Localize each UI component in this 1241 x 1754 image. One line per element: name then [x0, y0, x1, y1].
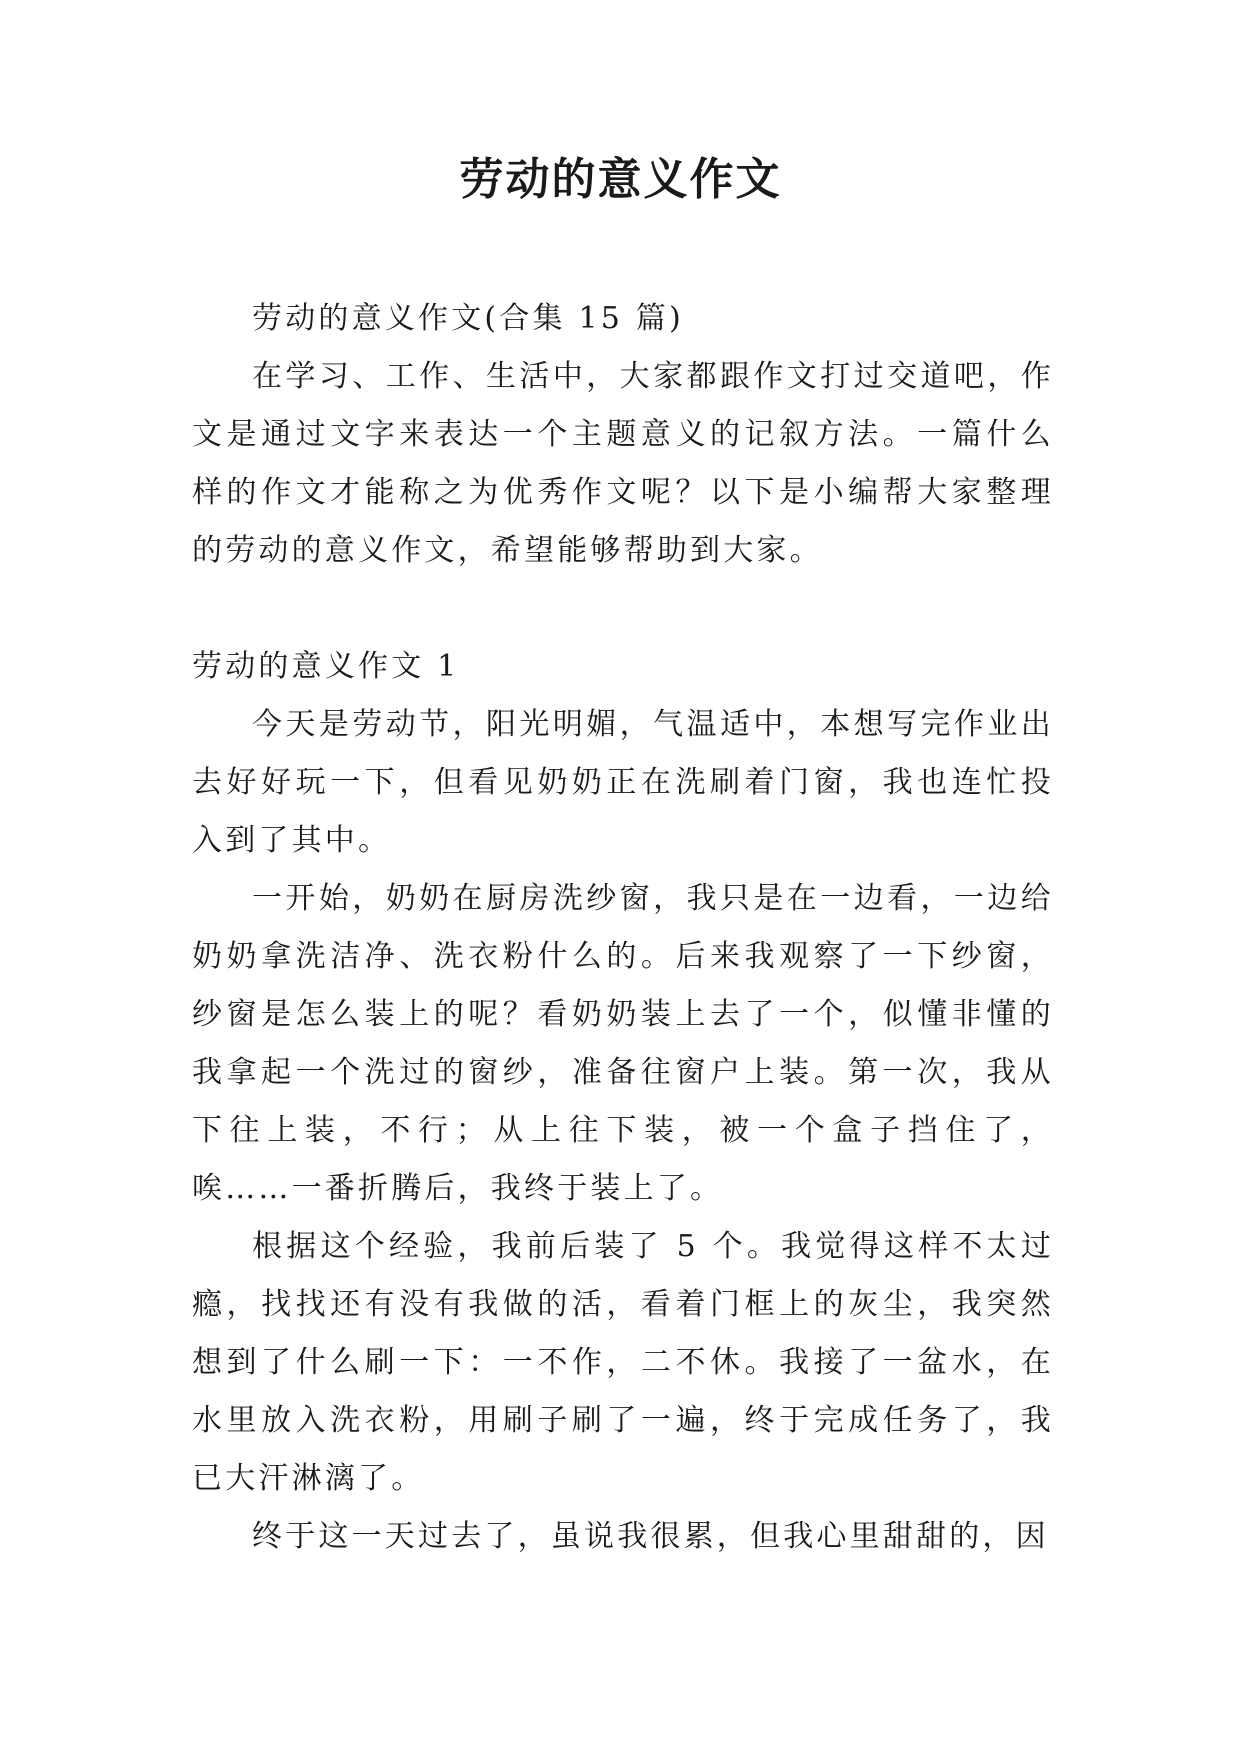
body-paragraph: 一开始，奶奶在厨房洗纱窗，我只是在一边看，一边给奶奶拿洗洁净、洗衣粉什么的。后来我观察了一下纱窗，纱窗是怎么装上的呢？看奶奶装上去了一个，似懂非懂的我拿起一个洗过的窗纱，准备往窗户上装。第一次，我从下往上装，不行；从上往下装，被一个盒子挡住了，唉……一番折腾后，我终于装上了。: [192, 881, 1054, 1206]
document-body: [192, 290, 1054, 1566]
section-heading: 劳动的意义作文 1: [192, 649, 460, 684]
body-paragraph: 根据这个经验，我前后装了 5 个。我觉得这样不太过瘾，找找还有没有我做的活，看着门框上的灰尘，我突然想到了什么刷一下：一不作，二不休。我接了一盆水，在水里放入洗衣粉，用刷子刷了一遍，终于完成任务了，我已大汗淋漓了。: [192, 1229, 1054, 1496]
document-title: 劳动的意义作文: [459, 154, 782, 205]
body-paragraph: 终于这一天过去了，虽说我很累，但我心里甜甜的，因: [252, 1519, 1049, 1554]
intro-paragraph: 在学习、工作、生活中，大家都跟作文打过交道吧，作文是通过文字来表达一个主题意义的记叙方法。一篇什么样的作文才能称之为优秀作文呢？以下是小编帮大家整理的劳动的意义作文，希望能够帮助到大家。: [192, 359, 1054, 568]
body-paragraph: 今天是劳动节，阳光明媚，气温适中，本想写完作业出去好好玩一下，但看见奶奶正在洗刷着门窗，我也连忙投入到了其中。: [192, 707, 1054, 858]
document-subtitle: 劳动的意义作文(合集 15 篇): [252, 301, 684, 336]
